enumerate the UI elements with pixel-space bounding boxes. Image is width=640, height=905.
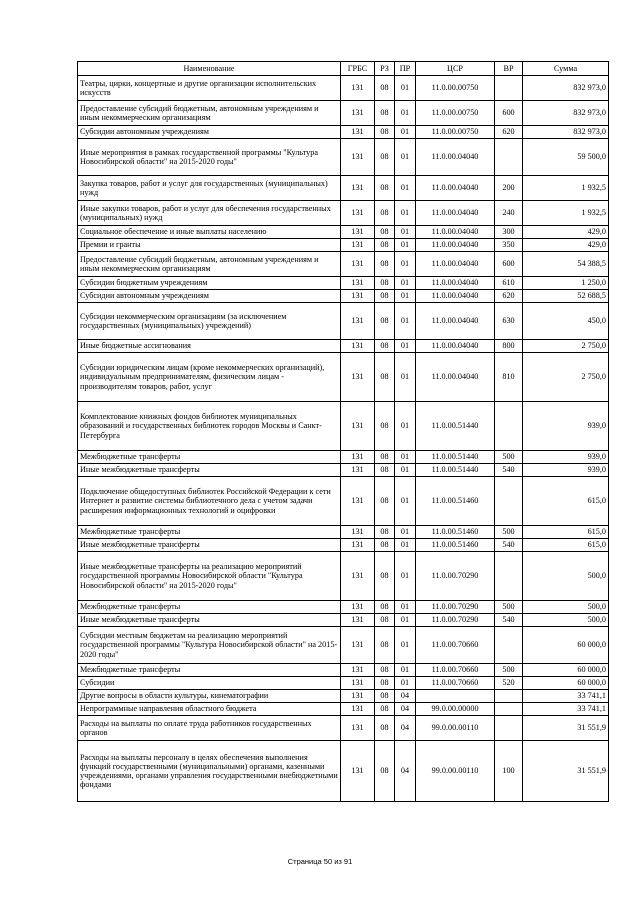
cell-vr — [495, 552, 523, 601]
cell-pr: 01 — [395, 139, 416, 176]
cell-vr: 520 — [495, 677, 523, 690]
cell-name: Субсидии юридическим лицам (кроме некоммерческих организаций), индивидуальным предпринимателям, физическим лицам - производителям товаров, работ, услуг — [78, 353, 341, 402]
cell-vr: 620 — [495, 290, 523, 303]
cell-name: Межбюджетные трансферты — [78, 526, 341, 539]
cell-pr: 01 — [395, 340, 416, 353]
cell-sum: 429,0 — [523, 226, 609, 239]
table-row — [78, 239, 609, 252]
cell-rz: 08 — [375, 526, 395, 539]
cell-grbs: 131 — [341, 201, 375, 226]
cell-rz: 08 — [375, 664, 395, 677]
cell-rz: 08 — [375, 690, 395, 703]
table-row — [78, 741, 609, 802]
cell-csr: 11.0.00.04040 — [416, 139, 495, 176]
table-row — [78, 126, 609, 139]
header-rz: РЗ — [375, 62, 395, 76]
cell-csr: 11.0.00.04040 — [416, 340, 495, 353]
cell-pr: 01 — [395, 477, 416, 526]
cell-vr: 810 — [495, 353, 523, 402]
cell-grbs: 131 — [341, 451, 375, 464]
cell-grbs: 131 — [341, 664, 375, 677]
cell-csr: 11.0.00.70660 — [416, 664, 495, 677]
header-csr: ЦСР — [416, 62, 495, 76]
cell-rz: 08 — [375, 139, 395, 176]
cell-vr: 800 — [495, 340, 523, 353]
table-row — [78, 451, 609, 464]
cell-vr: 500 — [495, 664, 523, 677]
cell-vr — [495, 627, 523, 664]
cell-name: Иные межбюджетные трансферты — [78, 614, 341, 627]
cell-vr: 500 — [495, 451, 523, 464]
cell-name: Непрограммные направления областного бюджета — [78, 703, 341, 716]
cell-vr: 500 — [495, 601, 523, 614]
cell-vr: 630 — [495, 303, 523, 340]
cell-grbs: 131 — [341, 601, 375, 614]
cell-rz: 08 — [375, 76, 395, 101]
cell-grbs: 131 — [341, 303, 375, 340]
cell-pr: 01 — [395, 252, 416, 277]
cell-rz: 08 — [375, 290, 395, 303]
cell-pr: 01 — [395, 451, 416, 464]
cell-vr — [495, 76, 523, 101]
cell-pr: 01 — [395, 601, 416, 614]
cell-rz: 08 — [375, 353, 395, 402]
table-row — [78, 402, 609, 451]
cell-pr: 01 — [395, 76, 416, 101]
cell-rz: 08 — [375, 539, 395, 552]
budget-table — [77, 61, 609, 802]
cell-rz: 08 — [375, 451, 395, 464]
table-row — [78, 139, 609, 176]
cell-pr: 04 — [395, 703, 416, 716]
cell-csr: 11.0.00.00750 — [416, 126, 495, 139]
cell-grbs: 131 — [341, 277, 375, 290]
cell-csr: 11.0.00.04040 — [416, 176, 495, 201]
cell-vr: 200 — [495, 176, 523, 201]
header-pr: ПР — [395, 62, 416, 76]
cell-pr: 01 — [395, 303, 416, 340]
cell-vr: 600 — [495, 101, 523, 126]
cell-sum: 500,0 — [523, 614, 609, 627]
cell-csr: 11.0.00.70290 — [416, 552, 495, 601]
cell-rz: 08 — [375, 252, 395, 277]
table-row — [78, 690, 609, 703]
cell-csr: 11.0.00.70290 — [416, 601, 495, 614]
cell-name: Расходы на выплаты персоналу в целях обеспечения выполнения функций государственными (муниципальными) органами, казенными учреждениями, органами управления государственными внебюджетными фондами — [78, 741, 341, 802]
cell-grbs: 131 — [341, 290, 375, 303]
cell-rz: 08 — [375, 741, 395, 802]
cell-vr: 540 — [495, 614, 523, 627]
cell-rz: 08 — [375, 126, 395, 139]
table-row — [78, 353, 609, 402]
table-row — [78, 539, 609, 552]
cell-grbs: 131 — [341, 526, 375, 539]
table-row — [78, 340, 609, 353]
cell-grbs: 131 — [341, 126, 375, 139]
cell-sum: 1 932,5 — [523, 176, 609, 201]
cell-vr: 350 — [495, 239, 523, 252]
cell-sum: 52 688,5 — [523, 290, 609, 303]
cell-sum: 2 750,0 — [523, 353, 609, 402]
header-grbs: ГРБС — [341, 62, 375, 76]
cell-pr: 01 — [395, 539, 416, 552]
cell-sum: 60 000,0 — [523, 627, 609, 664]
cell-pr: 01 — [395, 614, 416, 627]
cell-rz: 08 — [375, 552, 395, 601]
cell-sum: 33 741,1 — [523, 703, 609, 716]
cell-csr: 11.0.00.04040 — [416, 226, 495, 239]
cell-csr: 11.0.00.51440 — [416, 402, 495, 451]
table-row — [78, 552, 609, 601]
cell-sum: 500,0 — [523, 552, 609, 601]
table-header-row — [78, 62, 609, 76]
cell-grbs: 131 — [341, 464, 375, 477]
cell-vr: 600 — [495, 252, 523, 277]
cell-sum: 939,0 — [523, 464, 609, 477]
cell-csr: 99.0.00.00110 — [416, 716, 495, 741]
cell-name: Иные межбюджетные трансферты на реализацию мероприятий государственной программы Новосибирской области "Культура Новосибирской области" на 2015-2020 годы" — [78, 552, 341, 601]
cell-vr — [495, 402, 523, 451]
cell-name: Субсидии автономным учреждениям — [78, 126, 341, 139]
table-row — [78, 664, 609, 677]
cell-grbs: 131 — [341, 690, 375, 703]
header-vr: ВР — [495, 62, 523, 76]
cell-name: Другие вопросы в области культуры, кинематографии — [78, 690, 341, 703]
cell-vr: 610 — [495, 277, 523, 290]
cell-rz: 08 — [375, 226, 395, 239]
cell-rz: 08 — [375, 677, 395, 690]
cell-pr: 01 — [395, 677, 416, 690]
table-row — [78, 703, 609, 716]
cell-rz: 08 — [375, 601, 395, 614]
table-row — [78, 303, 609, 340]
cell-vr: 620 — [495, 126, 523, 139]
cell-csr: 99.0.00.00000 — [416, 703, 495, 716]
cell-csr: 11.0.00.70660 — [416, 677, 495, 690]
cell-vr — [495, 139, 523, 176]
cell-csr: 11.0.00.70290 — [416, 614, 495, 627]
cell-name: Субсидии автономным учреждениям — [78, 290, 341, 303]
cell-pr: 01 — [395, 176, 416, 201]
table-row — [78, 277, 609, 290]
cell-sum: 615,0 — [523, 539, 609, 552]
cell-grbs: 131 — [341, 139, 375, 176]
cell-pr: 01 — [395, 290, 416, 303]
cell-sum: 59 500,0 — [523, 139, 609, 176]
cell-vr — [495, 703, 523, 716]
cell-pr: 04 — [395, 690, 416, 703]
cell-grbs: 131 — [341, 402, 375, 451]
cell-vr: 240 — [495, 201, 523, 226]
cell-pr: 01 — [395, 464, 416, 477]
table-row — [78, 101, 609, 126]
cell-sum: 450,0 — [523, 303, 609, 340]
cell-rz: 08 — [375, 402, 395, 451]
cell-vr: 100 — [495, 741, 523, 802]
cell-name: Расходы на выплаты по оплате труда работников государственных органов — [78, 716, 341, 741]
cell-grbs: 131 — [341, 76, 375, 101]
cell-rz: 08 — [375, 303, 395, 340]
table-row — [78, 176, 609, 201]
cell-name: Комплектование книжных фондов библиотек муниципальных образований и государственных библиотек городов Москвы и Санкт-Петербурга — [78, 402, 341, 451]
table-row — [78, 627, 609, 664]
cell-rz: 08 — [375, 340, 395, 353]
cell-pr: 01 — [395, 226, 416, 239]
cell-sum: 31 551,9 — [523, 741, 609, 802]
cell-sum: 832 973,0 — [523, 126, 609, 139]
cell-csr: 11.0.00.51460 — [416, 477, 495, 526]
table-row — [78, 464, 609, 477]
cell-grbs: 131 — [341, 340, 375, 353]
cell-name: Иные межбюджетные трансферты — [78, 464, 341, 477]
cell-csr: 11.0.00.00750 — [416, 76, 495, 101]
cell-name: Субсидии бюджетным учреждениям — [78, 277, 341, 290]
cell-pr: 01 — [395, 101, 416, 126]
cell-pr: 01 — [395, 552, 416, 601]
cell-sum: 33 741,1 — [523, 690, 609, 703]
cell-sum: 615,0 — [523, 477, 609, 526]
cell-grbs: 131 — [341, 226, 375, 239]
cell-sum: 2 750,0 — [523, 340, 609, 353]
cell-rz: 08 — [375, 277, 395, 290]
cell-vr: 540 — [495, 539, 523, 552]
cell-vr — [495, 690, 523, 703]
header-name: Наименование — [78, 62, 341, 76]
cell-sum: 615,0 — [523, 526, 609, 539]
cell-grbs: 131 — [341, 252, 375, 277]
table-row — [78, 614, 609, 627]
cell-pr: 01 — [395, 277, 416, 290]
cell-grbs: 131 — [341, 614, 375, 627]
cell-sum: 54 388,5 — [523, 252, 609, 277]
table-row — [78, 201, 609, 226]
table-row — [78, 226, 609, 239]
cell-csr — [416, 690, 495, 703]
cell-csr: 99.0.00.00110 — [416, 741, 495, 802]
cell-pr: 01 — [395, 239, 416, 252]
cell-csr: 11.0.00.04040 — [416, 277, 495, 290]
cell-csr: 11.0.00.04040 — [416, 303, 495, 340]
cell-sum: 1 932,5 — [523, 201, 609, 226]
cell-name: Субсидии местным бюджетам на реализацию мероприятий государственной программы "Культура Новосибирской области" на 2015-2020 годы" — [78, 627, 341, 664]
table-row — [78, 477, 609, 526]
cell-sum: 939,0 — [523, 402, 609, 451]
cell-sum: 832 973,0 — [523, 76, 609, 101]
cell-rz: 08 — [375, 703, 395, 716]
cell-vr — [495, 477, 523, 526]
cell-vr — [495, 716, 523, 741]
table-body — [78, 76, 609, 802]
cell-grbs: 131 — [341, 176, 375, 201]
cell-rz: 08 — [375, 716, 395, 741]
cell-pr: 01 — [395, 353, 416, 402]
cell-grbs: 131 — [341, 716, 375, 741]
cell-vr: 300 — [495, 226, 523, 239]
cell-name: Премии и гранты — [78, 239, 341, 252]
cell-rz: 08 — [375, 101, 395, 126]
table-row — [78, 677, 609, 690]
cell-csr: 11.0.00.04040 — [416, 201, 495, 226]
cell-name: Межбюджетные трансферты — [78, 601, 341, 614]
cell-pr: 01 — [395, 201, 416, 226]
cell-sum: 939,0 — [523, 451, 609, 464]
cell-sum: 500,0 — [523, 601, 609, 614]
cell-rz: 08 — [375, 614, 395, 627]
cell-pr: 01 — [395, 126, 416, 139]
cell-csr: 11.0.00.51440 — [416, 451, 495, 464]
cell-csr: 11.0.00.51460 — [416, 526, 495, 539]
cell-csr: 11.0.00.04040 — [416, 290, 495, 303]
table-row — [78, 716, 609, 741]
table-row — [78, 76, 609, 101]
cell-grbs: 131 — [341, 677, 375, 690]
cell-grbs: 131 — [341, 101, 375, 126]
cell-pr: 01 — [395, 402, 416, 451]
cell-name: Иные мероприятия в рамках государственной программы "Культура Новосибирской области" на 2015-2020 годы" — [78, 139, 341, 176]
cell-name: Подключение общедоступных библиотек Российской Федерации к сети Интернет и развитие системы библиотечного дела с учетом задачи расширения информационных технологий и оцифровки — [78, 477, 341, 526]
cell-vr: 500 — [495, 526, 523, 539]
table-row — [78, 290, 609, 303]
cell-sum: 429,0 — [523, 239, 609, 252]
table-row — [78, 601, 609, 614]
cell-sum: 1 250,0 — [523, 277, 609, 290]
table-row — [78, 526, 609, 539]
cell-vr: 540 — [495, 464, 523, 477]
cell-grbs: 131 — [341, 627, 375, 664]
cell-name: Социальное обеспечение и иные выплаты населению — [78, 226, 341, 239]
cell-pr: 04 — [395, 741, 416, 802]
cell-name: Иные бюджетные ассигнования — [78, 340, 341, 353]
cell-grbs: 131 — [341, 353, 375, 402]
cell-rz: 08 — [375, 464, 395, 477]
cell-grbs: 131 — [341, 239, 375, 252]
cell-csr: 11.0.00.70660 — [416, 627, 495, 664]
cell-name: Иные межбюджетные трансферты — [78, 539, 341, 552]
cell-csr: 11.0.00.00750 — [416, 101, 495, 126]
cell-name: Субсидии — [78, 677, 341, 690]
cell-rz: 08 — [375, 627, 395, 664]
cell-rz: 08 — [375, 201, 395, 226]
table-row — [78, 252, 609, 277]
cell-name: Театры, цирки, концертные и другие организации исполнительских искусств — [78, 76, 341, 101]
cell-grbs: 131 — [341, 741, 375, 802]
cell-csr: 11.0.00.04040 — [416, 239, 495, 252]
cell-pr: 04 — [395, 716, 416, 741]
cell-csr: 11.0.00.04040 — [416, 252, 495, 277]
cell-name: Межбюджетные трансферты — [78, 451, 341, 464]
page-number: Страница 50 из 91 — [287, 857, 353, 866]
cell-name: Закупка товаров, работ и услуг для государственных (муниципальных) нужд — [78, 176, 341, 201]
cell-pr: 01 — [395, 627, 416, 664]
cell-sum: 31 551,9 — [523, 716, 609, 741]
cell-rz: 08 — [375, 477, 395, 526]
cell-grbs: 131 — [341, 552, 375, 601]
cell-grbs: 131 — [341, 477, 375, 526]
cell-csr: 11.0.00.04040 — [416, 353, 495, 402]
cell-rz: 08 — [375, 176, 395, 201]
cell-name: Субсидии некоммерческим организациям (за исключением государственных (муниципальных) учреждений) — [78, 303, 341, 340]
cell-sum: 60 000,0 — [523, 664, 609, 677]
cell-pr: 01 — [395, 664, 416, 677]
cell-csr: 11.0.00.51460 — [416, 539, 495, 552]
header-sum: Сумма — [523, 62, 609, 76]
cell-name: Межбюджетные трансферты — [78, 664, 341, 677]
cell-name: Предоставление субсидий бюджетным, автономным учреждениям и иным некоммерческим организациям — [78, 252, 341, 277]
cell-name: Предоставление субсидий бюджетным, автономным учреждениям и иным некоммерческим организациям — [78, 101, 341, 126]
cell-sum: 60 000,0 — [523, 677, 609, 690]
cell-grbs: 131 — [341, 703, 375, 716]
cell-sum: 832 973,0 — [523, 101, 609, 126]
cell-pr: 01 — [395, 526, 416, 539]
cell-grbs: 131 — [341, 539, 375, 552]
cell-name: Иные закупки товаров, работ и услуг для обеспечения государственных (муниципальных) нужд — [78, 201, 341, 226]
cell-csr: 11.0.00.51440 — [416, 464, 495, 477]
cell-rz: 08 — [375, 239, 395, 252]
